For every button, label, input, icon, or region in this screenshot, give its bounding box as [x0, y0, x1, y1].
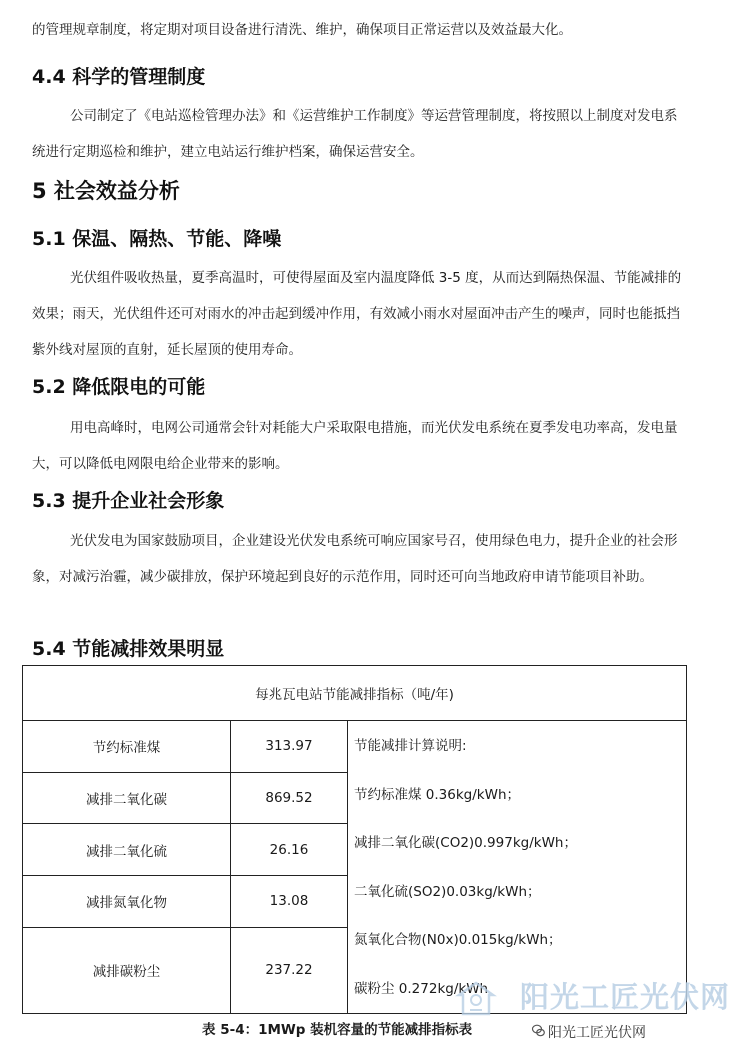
heading-5-4: 5.4 节能减排效果明显: [32, 638, 225, 660]
paragraph-top: 的管理规章制度，将定期对项目设备进行清洗、维护，确保项目正常运营以及效益最大化。: [32, 22, 572, 38]
row-label: 减排二氧化碳: [23, 772, 231, 824]
note-line: 碳粉尘 0.272kg/kWh: [354, 980, 489, 997]
house-logo-icon: [456, 980, 496, 1018]
row-label: 减排碳粉尘: [23, 927, 231, 1013]
paragraph-5-3: 光伏发电为国家鼓励项目，企业建设光伏发电系统可响应国家号召，使用绿色电力，提升企业的社会形象，对减污治霾，减少碳排放，保护环境起到良好的示范作用，同时还可向当地政府申请节能项目补助。: [32, 533, 678, 585]
table-header-row: [23, 666, 687, 721]
note-line: 二氧化硫(SO2)0.03kg/kWh；: [354, 883, 541, 900]
calculation-notes: [348, 721, 687, 1014]
heading-5: 5 社会效益分析: [32, 179, 180, 203]
row-value: 26.16: [231, 824, 348, 876]
notes-title: 节能减排计算说明:: [354, 738, 467, 754]
row-value: 237.22: [231, 927, 348, 1013]
row-value: 869.52: [231, 772, 348, 824]
note-line: 减排二氧化碳(CO2)0.997kg/kWh；: [354, 835, 577, 851]
row-value: 13.08: [231, 876, 348, 928]
heading-4-4: 4.4 科学的管理制度: [32, 66, 206, 88]
watermark-main: 阳光工匠光伏网: [520, 980, 730, 1014]
emission-reduction-table: [22, 665, 687, 1014]
paragraph-5-1: 光伏组件吸收热量，夏季高温时，可使得屋面及室内温度降低 3-5 度，从而达到隔热保温、节能减排的效果；雨天，光伏组件还可对雨水的冲击起到缓冲作用，有效减小雨水对屋面冲击产生的噪声，同时也能抵挡紫外线对屋顶的直射，延长屋顶的使用寿命。: [32, 270, 682, 358]
heading-5-3: 5.3 提升企业社会形象: [32, 490, 225, 512]
note-line: 氮氧化合物(N0x)0.015kg/kWh；: [354, 932, 562, 948]
heading-5-1: 5.1 保温、隔热、节能、降噪: [32, 228, 282, 250]
paragraph-5-2: 用电高峰时，电网公司通常会针对耗能大户采取限电措施，而光伏发电系统在夏季发电功率高，发电量大，可以降低电网限电给企业带来的影响。: [32, 420, 678, 472]
row-label: 减排氮氧化物: [23, 876, 231, 928]
row-label: 节约标准煤: [23, 721, 231, 773]
heading-5-2: 5.2 降低限电的可能: [32, 376, 206, 398]
wechat-icon: [532, 1024, 545, 1037]
table-row: [23, 721, 687, 773]
table-caption: 表 5-4：1MWp 装机容量的节能减排指标表: [202, 1022, 473, 1038]
watermark-small: 阳光工匠光伏网: [548, 1025, 646, 1041]
row-label: 减排二氧化硫: [23, 824, 231, 876]
paragraph-4-4: 公司制定了《电站巡检管理办法》和《运营维护工作制度》等运营管理制度，将按照以上制度对发电系统进行定期巡检和维护，建立电站运行维护档案，确保运营安全。: [32, 108, 678, 160]
note-line: 节约标准煤 0.36kg/kWh；: [354, 786, 521, 803]
row-value: 313.97: [231, 721, 348, 773]
table-header: 每兆瓦电站节能减排指标（吨/年): [23, 666, 687, 721]
